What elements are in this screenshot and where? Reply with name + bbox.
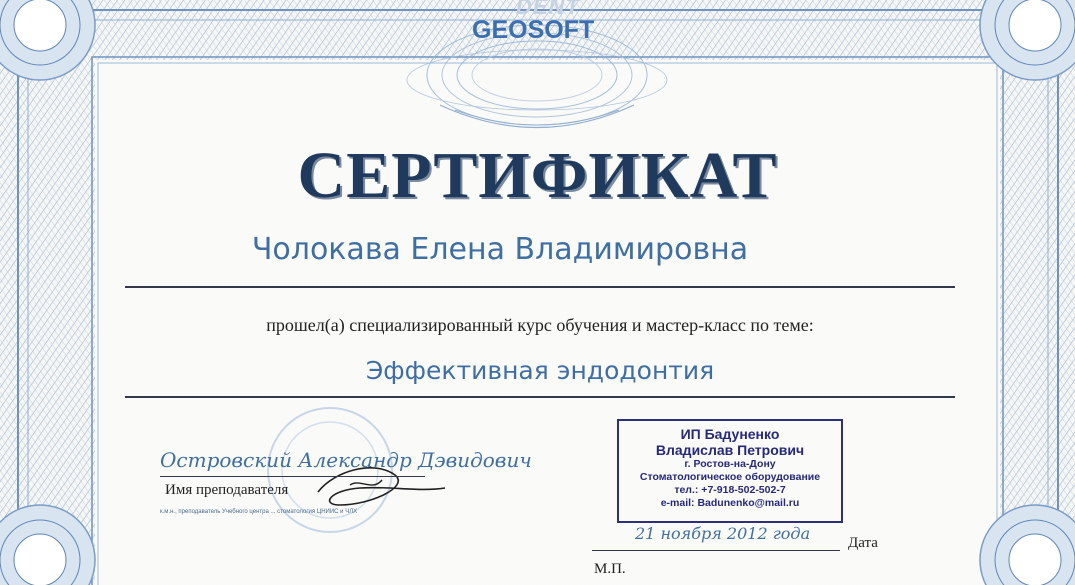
company-stamp [617, 419, 843, 523]
stamp-line-6: e-mail: Badunenko@mail.ru [660, 497, 800, 509]
issue-date: 21 ноября 2012 года [635, 524, 811, 543]
name-underline [125, 286, 955, 288]
stamp-line-4: Стоматологическое оборудование [639, 471, 821, 483]
stamp-line-2: Владислав Петрович [655, 442, 805, 458]
seal-place-label: М.П. [594, 561, 626, 577]
course-topic: Эффективная эндодонтия [365, 356, 715, 385]
logo-main-text: GEOSOFT [472, 16, 595, 44]
stamp-line-3: г. Ростов-на-Дону [684, 458, 776, 470]
teacher-underline [160, 476, 425, 477]
logo-dent-text: DENT [516, 0, 580, 19]
date-underline [592, 550, 840, 551]
stamp-line-1: ИП Бадуненко [680, 426, 780, 442]
teacher-name: Островский Александр Дэвидович [160, 448, 532, 472]
course-statement: прошел(а) специализированный курс обучения и мастер-класс по теме: [266, 315, 814, 335]
teacher-label: Имя преподавателя [165, 482, 289, 498]
logo [472, 0, 607, 55]
topic-underline [125, 396, 955, 398]
teacher-credentials: к.м.н., преподаватель Учебного центра ... стоматология ЦНИИС и ЧЛХ [160, 509, 358, 515]
stamp-line-5: тел.: +7-918-502-502-7 [674, 484, 786, 496]
recipient-name: Чолокава Елена Владимировна [251, 232, 749, 267]
certificate-title: СЕРТИФИКАТ [297, 139, 778, 212]
date-label: Дата [848, 535, 878, 551]
